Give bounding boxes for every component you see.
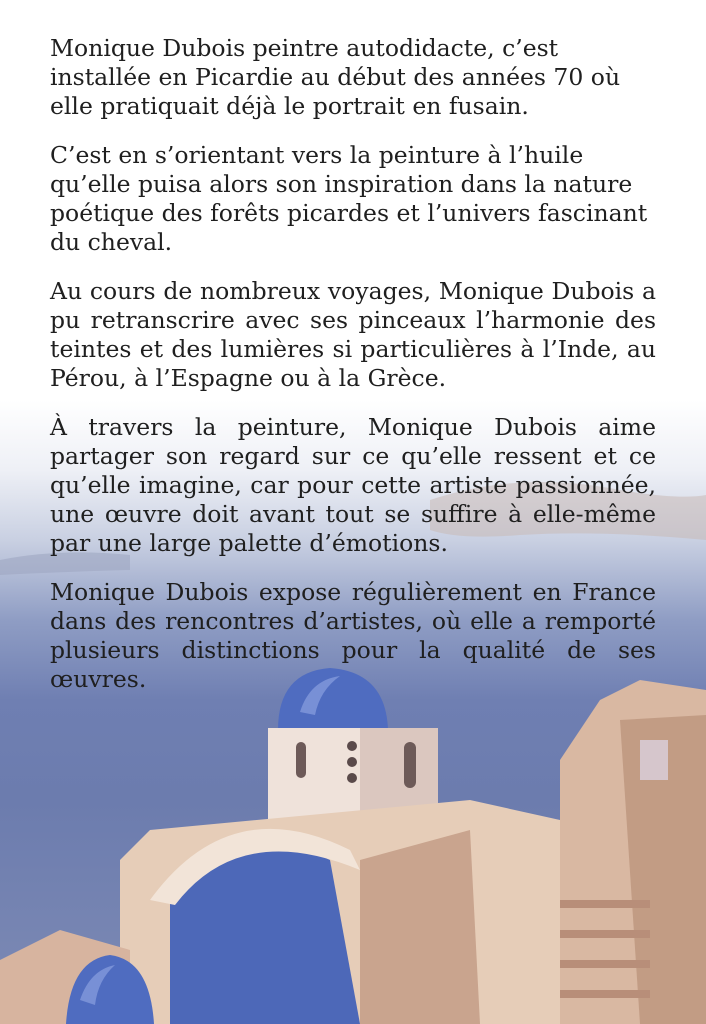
paragraph: C’est en s’orientant vers la peinture à l’huile qu’elle puisa alors son inspiration dans la nature poétique des forêts picardes et l’univers fascinant du cheval.: [50, 141, 648, 256]
paragraph: Monique Dubois peintre autodidacte, c’est installée en Picardie au début des années 70 où elle pratiquait déjà le portrait en fusain.: [50, 34, 621, 120]
church-window-left: [296, 742, 306, 778]
paragraph: Au cours de nombreux voyages, Monique Dubois a pu retranscrire avec ses pinceaux l’harmonie des teintes et des lumières si particulières à l’Inde, au Pérou, à l’Espagne ou à la Grèce.: [50, 277, 656, 392]
stair-step: [560, 900, 650, 908]
stair-step: [560, 960, 650, 968]
church-rosette-1: [347, 741, 357, 751]
church-window-right: [404, 742, 416, 788]
side-wall-shadow: [360, 830, 480, 1024]
paragraph: À travers la peinture, Monique Dubois aime partager son regard sur ce qu’elle ressent et ce qu’elle imagine, car pour cette artiste passionnée, une œuvre doit avant tout se suffire à elle-même par une large palette d’émotions.: [50, 413, 656, 557]
paragraph: Monique Dubois expose régulièrement en France dans des rencontres d’artistes, où elle a remporté plusieurs distinctions pour la qualité de ses œuvres.: [50, 578, 656, 693]
church-rosette-3: [347, 773, 357, 783]
church-rosette-2: [347, 757, 357, 767]
stair-step: [560, 930, 650, 938]
stair-step: [560, 990, 650, 998]
biography-text: [50, 34, 656, 714]
right-window: [640, 740, 668, 780]
